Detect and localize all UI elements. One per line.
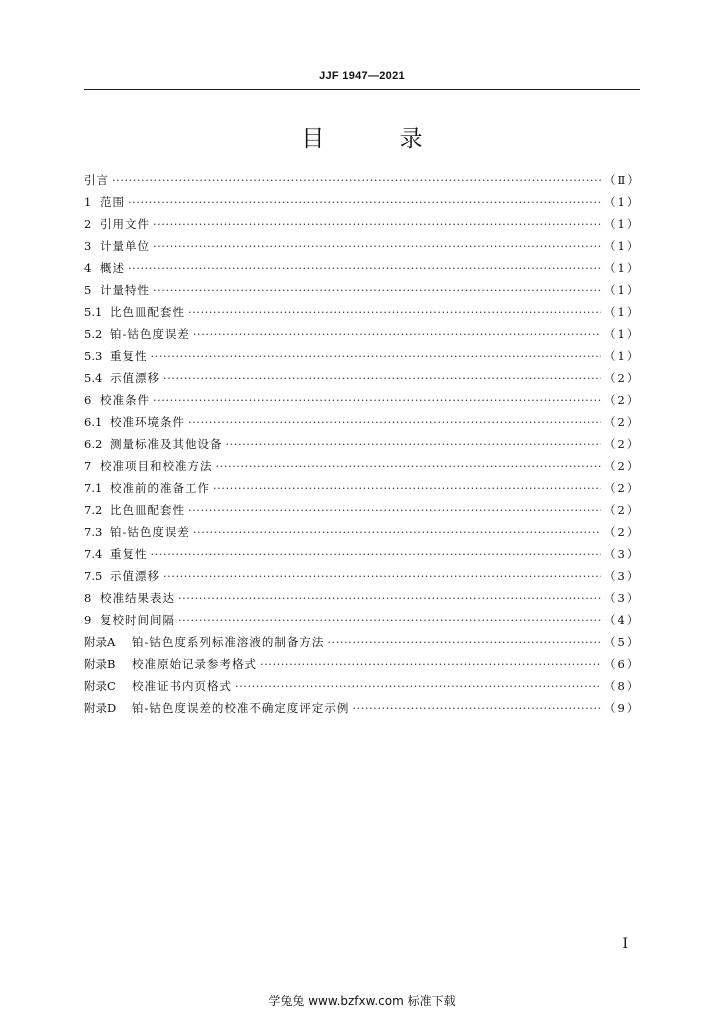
toc-entry-label: 校准证书内页格式 — [132, 679, 232, 693]
table-of-contents — [84, 169, 640, 719]
toc-entry — [84, 169, 640, 191]
toc-dot-leader — [163, 367, 601, 389]
toc-entry-label: 铂-钴色度误差 — [110, 525, 190, 539]
toc-dot-leader — [260, 653, 601, 675]
toc-entry — [84, 279, 640, 301]
toc-dot-leader — [352, 697, 601, 719]
toc-entry-page: （6） — [604, 657, 641, 671]
toc-entry-page: （1） — [604, 327, 641, 341]
footer-watermark: 学兔兔 www.bzfxw.com 标准下载 — [268, 994, 456, 1008]
toc-entry-page: （2） — [604, 393, 641, 407]
toc-dot-leader — [178, 587, 601, 609]
toc-dot-leader — [213, 477, 601, 499]
toc-entry-page: （3） — [604, 591, 641, 605]
toc-entry-number: 附录D — [84, 701, 117, 715]
toc-dot-leader — [153, 389, 601, 411]
toc-dot-leader — [188, 411, 601, 433]
toc-entry-label: 比色皿配套性 — [110, 305, 185, 319]
toc-entry — [84, 697, 640, 719]
toc-dot-leader — [193, 323, 601, 345]
toc-entry — [84, 235, 640, 257]
toc-entry-page: （1） — [604, 217, 641, 231]
toc-entry-label: 铂-钴色度误差 — [110, 327, 190, 341]
toc-entry — [84, 631, 640, 653]
toc-entry — [84, 257, 640, 279]
toc-entry-number: 9 — [84, 613, 92, 627]
toc-entry-number: 7.2 — [84, 503, 103, 517]
toc-entry-label: 示值漂移 — [110, 569, 160, 583]
toc-entry-page: （1） — [604, 239, 641, 253]
toc-dot-leader — [327, 631, 601, 653]
toc-entry-label: 引言 — [84, 173, 109, 187]
toc-entry-number: 7 — [84, 459, 92, 473]
standard-code-header: JJF 1947—2021 — [319, 70, 405, 82]
page-number: I — [622, 936, 628, 952]
toc-entry-label: 校准项目和校准方法 — [100, 459, 213, 473]
toc-entry-page: （8） — [604, 679, 641, 693]
toc-entry-label: 概述 — [100, 261, 125, 275]
toc-dot-leader — [153, 235, 601, 257]
toc-entry — [84, 367, 640, 389]
toc-entry — [84, 213, 640, 235]
toc-entry-number: 3 — [84, 239, 92, 253]
header-rule — [84, 89, 640, 90]
toc-entry — [84, 477, 640, 499]
toc-entry-number: 6.2 — [84, 437, 103, 451]
toc-entry-label: 重复性 — [110, 349, 148, 363]
toc-dot-leader — [151, 543, 602, 565]
toc-dot-leader — [153, 213, 601, 235]
toc-entry-label: 铂-钴色度误差的校准不确定度评定示例 — [132, 701, 350, 715]
toc-entry — [84, 609, 640, 631]
toc-entry-label: 示值漂移 — [110, 371, 160, 385]
toc-entry-label: 铂-钴色度系列标准溶液的制备方法 — [132, 635, 325, 649]
toc-entry-label: 校准环境条件 — [110, 415, 185, 429]
toc-entry — [84, 653, 640, 675]
toc-dot-leader — [188, 499, 601, 521]
toc-entry-page: （2） — [604, 371, 641, 385]
toc-entry-page: （2） — [604, 481, 641, 495]
toc-entry — [84, 301, 640, 323]
toc-entry-number: 5.2 — [84, 327, 103, 341]
toc-entry-number: 附录B — [84, 657, 116, 671]
toc-entry-number: 7.4 — [84, 547, 103, 561]
toc-entry-page: （1） — [604, 305, 641, 319]
toc-dot-leader — [188, 301, 601, 323]
toc-dot-leader — [112, 169, 601, 191]
toc-entry-page: （1） — [604, 261, 641, 275]
toc-dot-leader — [128, 191, 601, 213]
toc-dot-leader — [163, 565, 601, 587]
toc-entry-label: 校准条件 — [100, 393, 150, 407]
toc-entry-label: 校准前的准备工作 — [110, 481, 210, 495]
toc-entry — [84, 587, 640, 609]
toc-dot-leader — [235, 675, 601, 697]
toc-entry-number: 2 — [84, 217, 92, 231]
toc-entry-number: 7.1 — [84, 481, 103, 495]
toc-entry-page: （2） — [604, 415, 641, 429]
toc-entry-number: 7.3 — [84, 525, 103, 539]
toc-entry-number: 6 — [84, 393, 92, 407]
toc-entry — [84, 543, 640, 565]
toc-entry — [84, 389, 640, 411]
toc-entry-number: 6.1 — [84, 415, 103, 429]
toc-entry-number: 7.5 — [84, 569, 103, 583]
toc-entry-page: （1） — [604, 349, 641, 363]
toc-entry — [84, 323, 640, 345]
toc-entry-label: 计量特性 — [100, 283, 150, 297]
toc-entry-label: 计量单位 — [100, 239, 150, 253]
toc-entry — [84, 411, 640, 433]
toc-entry-number: 5.1 — [84, 305, 103, 319]
toc-entry-number: 5.4 — [84, 371, 103, 385]
toc-dot-leader — [193, 521, 601, 543]
toc-entry-label: 引用文件 — [100, 217, 150, 231]
toc-entry-label: 复校时间间隔 — [100, 613, 175, 627]
toc-entry-number: 附录C — [84, 679, 116, 693]
toc-entry — [84, 675, 640, 697]
toc-entry-number: 4 — [84, 261, 92, 275]
toc-entry-page: （2） — [604, 525, 641, 539]
toc-entry-page: （3） — [604, 547, 641, 561]
toc-entry-number: 8 — [84, 591, 92, 605]
toc-entry-page: （2） — [604, 503, 641, 517]
toc-entry-page: （1） — [604, 283, 641, 297]
toc-entry-label: 校准结果表达 — [100, 591, 175, 605]
page-title: 目 录 — [301, 126, 457, 152]
toc-dot-leader — [178, 609, 601, 631]
toc-entry-number: 1 — [84, 195, 92, 209]
toc-entry-page: （2） — [604, 437, 641, 451]
toc-entry-page: （1） — [604, 195, 641, 209]
toc-dot-leader — [216, 455, 602, 477]
toc-dot-leader — [153, 279, 601, 301]
toc-entry-page: （5） — [604, 635, 641, 649]
toc-entry-label: 比色皿配套性 — [110, 503, 185, 517]
toc-entry-number: 5.3 — [84, 349, 103, 363]
toc-dot-leader — [226, 433, 602, 455]
toc-entry — [84, 499, 640, 521]
toc-entry — [84, 455, 640, 477]
toc-entry-label: 测量标准及其他设备 — [110, 437, 223, 451]
toc-entry — [84, 191, 640, 213]
toc-entry — [84, 521, 640, 543]
toc-entry-number: 附录A — [84, 635, 116, 649]
toc-dot-leader — [151, 345, 602, 367]
toc-entry — [84, 345, 640, 367]
toc-entry-page: （9） — [604, 701, 641, 715]
toc-entry-label: 范围 — [100, 195, 125, 209]
toc-entry — [84, 565, 640, 587]
toc-entry-page: （4） — [604, 613, 641, 627]
toc-entry-label: 重复性 — [110, 547, 148, 561]
toc-entry-label: 校准原始记录参考格式 — [132, 657, 257, 671]
toc-entry-number: 5 — [84, 283, 92, 297]
toc-dot-leader — [128, 257, 601, 279]
toc-entry-page: （2） — [604, 459, 641, 473]
toc-entry — [84, 433, 640, 455]
toc-entry-page: （Ⅱ） — [604, 173, 641, 187]
toc-entry-page: （3） — [604, 569, 641, 583]
